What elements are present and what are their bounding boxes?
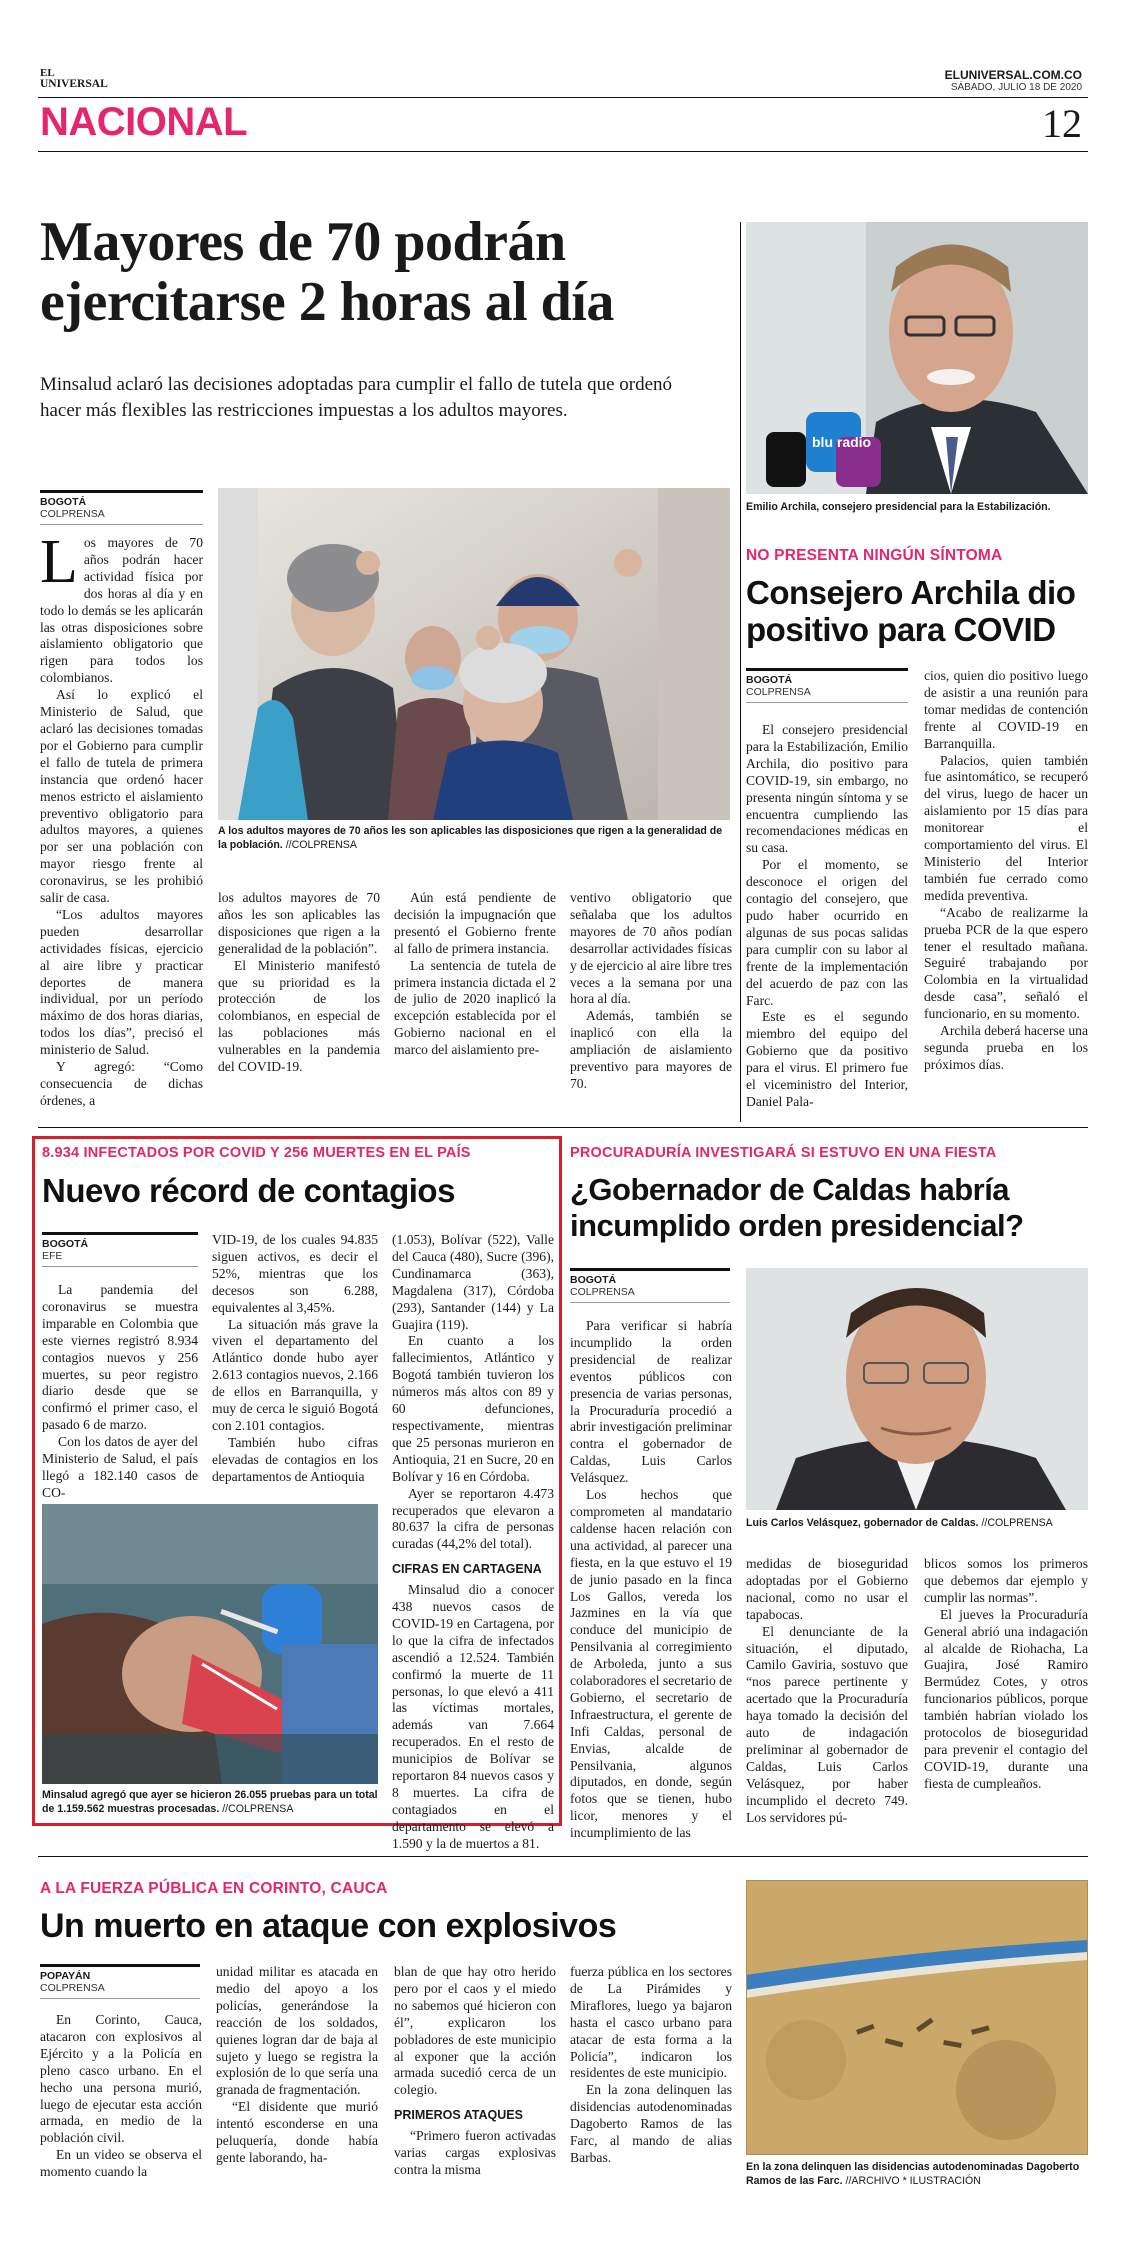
story5-column-3 [394,1964,556,2179]
paragraph: Los hechos que comprometen al mandatario caldense hacen relación con una actividad, al parecer una fiesta, en la que estuvo el 19 de junio pasado en la finca Los Gallos, vereda los Jazmines en la vía que conduce del municipio de Pensilvania al corregimiento de Arboleda, junto a sus colaboradores el secretario de Gobierno, el secretario de Infraestructura, el gerente de Infi Caldas, personal de Envias, alcalde de Pensilvania, algunos diputados, en donde, según fotos que se tienen, hubo licor, menores y el incumplimiento de las [570,1487,732,1841]
paragraph: Minsalud dio a conocer 438 nuevos casos de COVID-19 en Cartagena, por lo que la cifra de infectados ascendió a 12.524. También confirmó la muerte de 11 personas, lo que elevó a 411 las víctimas mortales, además van 7.664 recuperados. En el resto de municipios de Bolívar se reportaron 84 nuevos casos y 8 muertes. La cifra de contagiados en el departamento se elevó a 1.590 y la de muertos a 81. [392,1582,554,1851]
story4-photo [746,1268,1088,1510]
story1-column-1 [40,528,203,1110]
caption-text: Luis Carlos Velásquez, gobernador de Caldas. [746,1517,979,1529]
story1-byline [40,490,203,525]
story3-photo [42,1504,378,1784]
elderly-group-image [218,488,730,820]
governor-portrait-image [746,1268,1088,1510]
story4-column-1 [570,1318,732,1842]
page-number: 12 [1042,101,1082,146]
story4-kicker: PROCURADURÍA INVESTIGARÁ SI ESTUVO EN UNA FIESTA [570,1145,997,1161]
story4-headline: ¿Gobernador de Caldas habría incumplido orden presidencial? [570,1172,1024,1243]
page-date: SÁBADO, JULIO 18 DE 2020 [950,82,1082,93]
paragraph: En un video se observa el momento cuando la [40,2147,202,2180]
paragraph: blicos somos los primeros que debemos dar ejemplo y cumplir las normas”. [924,1556,1088,1605]
caption-text: A los adultos mayores de 70 años les son aplicables las disposiciones que rigen a la generalidad de la población. [218,825,723,851]
paragraph: Palacios, quien también fue asintomático, se recuperó del virus, luego de hacer un aislamiento por 15 días para monitorear el comportamiento del virus. El Ministerio del Interior también fue cerrado como medida preventiva. [924,752,1088,903]
story2-agency: COLPRENSA [746,686,908,703]
paragraph: Y agregó: “Como consecuencia de dichas órdenes, a [40,1059,203,1108]
paragraph: los adultos mayores de 70 años les son aplicables las disposiciones que rigen a la generalidad de la población”. [218,890,380,956]
story4-agency: COLPRENSA [570,1286,730,1303]
story5-byline [40,1964,200,1999]
story3-subhead: CIFRAS EN CARTAGENA [392,1562,542,1577]
story2-kicker: NO PRESENTA NINGÚN SÍNTOMA [746,547,1003,564]
paragraph: Archila deberá hacerse una segunda prueba en los próximos días. [924,1023,1088,1072]
story3-column-3 [392,1232,554,1853]
logo-line-2: UNIVERSAL [40,78,108,90]
paragraph: Con los datos de ayer del Ministerio de Salud, el país llegó a 182.140 casos de CO- [42,1434,198,1500]
story1-headline: Mayores de 70 podrán ejercitarse 2 horas al día [40,211,614,333]
story2-photo [746,222,1088,494]
paragraph: Además, también se inaplicó con ella la ampliación de aislamiento preventivo para mayores de 70. [570,1008,732,1091]
logo [40,68,108,90]
paragraph: (1.053), Bolívar (522), Valle del Cauca (480), Sucre (396), Cundinamarca (363), Magdalena (317), Córdoba (293), Santander (144) y La Guajira (119). [392,1232,554,1332]
story3-column-1 [42,1282,198,1502]
paragraph: Para verificar si habría incumplido la orden presidencial de realizar eventos públicos con presencia de varias personas, la Procuraduría procedió a abrir investigación preliminar contra el gobernador de Caldas, Luis Carlos Velásquez. [570,1318,732,1486]
story1-column-3 [394,890,556,1059]
caption-text: En la zona delinquen las disidencias autodenominadas Dagoberto Ramos de las Farc. [746,2161,1080,2187]
paragraph: El Ministerio manifestó que su prioridad es la protección de los colombianos, en especial de las poblaciones más vulnerables en la pandemia del COVID-19. [218,957,380,1075]
story4-city: BOGOTÁ [570,1274,617,1286]
paragraph: “Primero fueron activadas varias cargas explosivas contra la misma [394,2128,556,2177]
photo-credit: //COLPRENSA [282,839,357,851]
paragraph: medidas de bioseguridad adoptadas por el Gobierno nacional, como no usar el tapabocas. [746,1556,908,1622]
paragraph: El jueves la Procuraduría General abrió una indagación al alcalde de Riohacha, La Guajira, José Ramiro Bermúdez Cotes, y otros funcionarios públicos, porque también habrían violado los protocolos de bioseguridad para prevenir el contagio del COVID-19, durante una fiesta de cumpleaños. [924,1606,1088,1791]
paragraph: Aún está pendiente de decisión la impugnación que presentó el Gobierno frente al fallo de primera instancia. [394,890,556,956]
paragraph: ventivo obligatorio que señalaba que los adultos mayores de 70 años podían desarrollar actividades físicas y de ejercicio al aire libre tres veces a la semana por una hora al día. [570,890,732,1007]
paragraph: cios, quien dio positivo luego de asistir a una reunión para tomar medidas de contención frente al COVID-19 en Barranquilla. [924,668,1088,751]
paragraph: “Acabo de realizarme la prueba PCR de la que espero tener el resultado mañana. Seguiré trabajando por Colombia en la virtualidad desde casa”, señaló el funcionario, en su momento. [924,904,1088,1022]
story5-agency: COLPRENSA [40,1982,200,1999]
story5-subhead: PRIMEROS ATAQUES [394,2108,523,2123]
story4-column-3 [924,1556,1088,1793]
paragraph: unidad militar es atacada en medio del apoyo a los policías, generándose la reacción de los soldados, quienes logran dar de baja al sujeto y luego se registra la explosión de lo que sería una granada de fragmentación. [216,1964,378,2098]
story2-column-2 [924,668,1088,1074]
story2-caption [746,500,1088,514]
paragraph: “El disidente que murió intentó esconderse en una peluquería, donde había gente laborando, ha- [216,2099,378,2165]
paragraph: Este es el segundo miembro del equipo del Gobierno que da positivo para el virus. El primero fue el viceministro del Interior, Daniel Pala- [746,1009,908,1109]
section-separator [38,1127,1088,1128]
bullet-casings-image [746,1880,1088,2155]
story5-headline: Un muerto en ataque con explosivos [40,1907,617,1945]
story4-caption [746,1516,1088,1530]
emilio-archila-image [746,222,1088,494]
story3-kicker: 8.934 INFECTADOS POR COVID Y 256 MUERTES EN EL PAÍS [42,1145,471,1161]
story1-column-4 [570,890,732,1093]
story3-caption [42,1788,382,1816]
story3-headline: Nuevo récord de contagios [42,1172,455,1209]
photo-credit: //COLPRENSA [219,1803,294,1815]
story4-byline [570,1268,730,1303]
logo-line-1: EL [40,67,55,79]
paragraph: os mayores de 70 años podrán hacer actividad física por dos horas al día y en todo lo demás se les aplicarán las otras disposiciones sobre aislamiento obligatorio que rigen para todos los colombianos. [40,535,203,686]
story3-byline [42,1232,198,1267]
caption-text: Minsalud agregó que ayer se hicieron 26.055 pruebas para un total de 1.159.562 muestras procesadas. [42,1789,378,1815]
photo-credit: //COLPRENSA [978,1517,1053,1529]
story3-agency: EFE [42,1250,198,1267]
story4-column-2 [746,1556,908,1827]
paragraph: La situación más grave la viven el departamento del Atlántico donde hubo ayer 2.613 contagios nuevos, 2.166 de ellos en Barranquilla, y muy de cerca le siguió Bogotá con 2.101 contagios. [212,1316,378,1433]
story1-deck: Minsalud aclaró las decisiones adoptadas para cumplir el fallo de tutela que ordenó hacer más flexibles las restricciones impuestas a los adultos mayores. [40,374,673,421]
section-separator [38,1856,1088,1857]
story2-column-1 [746,722,908,1111]
paragraph: Así lo explicó el Ministerio de Salud, que aclaró las decisiones tomadas por el Gobierno para cumplir el fallo de tutela de primera instancia que ordenó hacer menos estricto el aislamiento preventivo obligatorio para adultos mayores, a quienes por ser una población con mayor riesgo frente al coronavirus, se les prohibió salir de casa. [40,687,203,906]
story5-column-2 [216,1964,378,2167]
paragraph: fuerza pública en los sectores de La Pirámides y Miraflores, luego ya bajaron hasta el casco urbano para atacar de esta forma a la Policía”, indicaron los residentes de este municipio. [570,1964,732,2081]
masthead-rule [38,97,1088,98]
section-title: NACIONAL [40,100,248,144]
story5-caption [746,2160,1088,2188]
story3-city: BOGOTÁ [42,1238,89,1250]
covid-test-image [42,1504,378,1784]
story5-column-1 [40,2012,202,2181]
caption-text: Emilio Archila, consejero presidencial para la Estabilización. [746,501,1051,513]
story5-city: POPAYÁN [40,1970,91,1982]
story2-byline [746,668,908,703]
paragraph: Por el momento, se desconoce el origen del contagio del consejero, que pudo haber ocurrido en algunas de sus pocas salidas para cumplir con su labor al frente de la implementación del acuerdo de paz con las Farc. [746,857,908,1008]
story3-column-2 [212,1232,378,1486]
story5-column-4 [570,1964,732,2167]
story2-headline: Consejero Archila dio positivo para COVID [746,574,1076,648]
story1-city: BOGOTÁ [40,496,87,508]
paragraph: La sentencia de tutela de primera instancia dictada el 2 de julio de 2020 inaplicó la excepción establecida por el Gobierno nacional en el marco del aislamiento pre- [394,957,556,1058]
column-divider [740,222,741,1122]
paragraph: En Corinto, Cauca, atacaron con explosivos al Ejército y a la Policía en pleno casco urbano. En el hecho una persona murió, luego de ejecutar esta acción armada, en medio de la población civil. [40,2012,202,2146]
section-rule [38,151,1088,152]
paragraph: blan de que hay otro herido pero por el caos y el miedo no sabemos qué hicieron con él”, explicaron los pobladores de este municipio al exponer que la acción armada sucedió cerca de un colegio. [394,1964,556,2098]
story1-dropcap: L [40,528,78,596]
story1-column-2 [218,890,380,1076]
mic-label: blu radio [812,434,872,450]
story1-photo [218,488,730,820]
paragraph: VID-19, de los cuales 94.835 siguen activos, es decir el 52%, mientras que los decesos son 6.288, equivalentes al 3,45%. [212,1232,378,1315]
paragraph: El denunciante de la situación, el diputado, Camilo Gaviria, sostuvo que “nos parece pertinente y acertado que la Procuraduría haya tomado la decisión del auto de indagación preliminar al gobernador de Caldas, Luis Carlos Velásquez, por haber incumplido el decreto 749. Los servidores pú- [746,1623,908,1825]
paragraph: También hubo cifras elevadas de contagios en los departamentos de Antioquia [212,1434,378,1484]
story5-kicker: A LA FUERZA PÚBLICA EN CORINTO, CAUCA [40,1880,388,1897]
paragraph: En cuanto a los fallecimientos, Atlántico y Bogotá también tuvieron los números más altos con 89 y 60 defunciones, respectivamente, mientras que 25 personas murieron en Antioquia, 21 en Sucre, 20 en Bolívar y 16 en Córdoba. [392,1333,554,1484]
story1-caption [218,824,730,852]
paragraph: La pandemia del coronavirus se muestra imparable en Colombia que este viernes registró 8.934 contagios nuevos y 256 muertes, su peor registro diario desde que se confirmó el primer caso, el pasado 6 de marzo. [42,1282,198,1433]
paragraph: En la zona delinquen las disidencias autodenominadas Dagoberto Ramos de las Farc, al mando de alias Barbas. [570,2082,732,2165]
site-url: ELUNIVERSAL.COM.CO [944,68,1082,82]
story5-photo [746,1880,1088,2155]
paragraph: El consejero presidencial para la Estabilización, Emilio Archila, dio positivo para COVID-19, sin embargo, no presenta ningún síntoma y se encuentra cumpliendo las recomendaciones médicas en su casa. [746,722,908,856]
story2-city: BOGOTÁ [746,674,793,686]
paragraph: “Los adultos mayores pueden desarrollar actividades físicas, ejercicio al aire libre y practicar deportes de manera individual, por un período máximo de dos horas diarias, todos los días”, precisó el ministerio de Salud. [40,906,203,1058]
paragraph: Ayer se reportaron 4.473 recuperados que elevaron a 80.637 la cifra de personas curadas (44,2% del total). [392,1485,554,1552]
photo-credit: //ARCHIVO * ILUSTRACIÓN [842,2175,981,2187]
story1-agency: COLPRENSA [40,508,203,525]
masthead [38,62,1088,152]
